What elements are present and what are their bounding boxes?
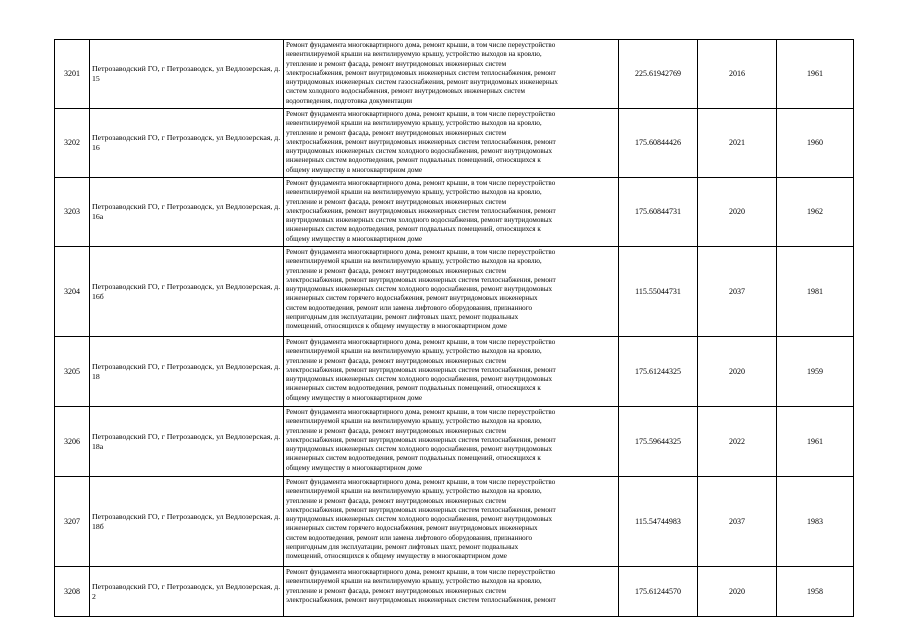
cost-cell: 175.61244570: [619, 567, 698, 617]
planned-year-cell: 2020: [698, 178, 777, 247]
works-cell: [284, 567, 619, 617]
row-number: 3201: [55, 40, 90, 109]
planned-year-cell: 2016: [698, 40, 777, 109]
planned-year-cell: 2020: [698, 567, 777, 617]
row-number: 3205: [55, 337, 90, 407]
table-row: [55, 247, 854, 337]
built-year-cell: 1981: [777, 247, 854, 337]
works-cell: [284, 337, 619, 407]
address-cell: Петрозаводский ГО, г Петрозаводск, ул Ведлозерская, д. 16а: [90, 178, 284, 247]
row-number: 3204: [55, 247, 90, 337]
works-cell: [284, 477, 619, 567]
cost-cell: 175.61244325: [619, 337, 698, 407]
table-row: [55, 477, 854, 567]
row-number: 3203: [55, 178, 90, 247]
works-cell: [284, 247, 619, 337]
works-cell: [284, 407, 619, 477]
cost-cell: 175.59644325: [619, 407, 698, 477]
cost-cell: 175.60844426: [619, 109, 698, 178]
works-cell: [284, 109, 619, 178]
row-number: 3207: [55, 477, 90, 567]
planned-year-cell: 2020: [698, 337, 777, 407]
document-page: [54, 39, 854, 617]
built-year-cell: 1959: [777, 337, 854, 407]
works-text: Ремонт фундамента многоквартирного дома, ремонт крыши, в том числе переустройство невентилируемой крыши на вентилируемую крышу, устройство выходов на кровлю, утепление и ремонт фасада, ремонт внутридомовых инженерных систем электроснабжения, ремонт внутридомовых инженерных систем теплоснабжения, ремонт внутридомовых инженерных систем холодного водоснабжения, ремонт внутридомовых инженерных систем водоотведения, ремонт подвальных помещений, относящихся к общему имуществу в многоквартирном доме: [286, 408, 556, 472]
address-cell: Петрозаводский ГО, г Петрозаводск, ул Ведлозерская, д. 2: [90, 567, 284, 617]
row-number: 3208: [55, 567, 90, 617]
works-text: Ремонт фундамента многоквартирного дома, ремонт крыши, в том числе переустройство невентилируемой крыши на вентилируемую крышу, устройство выходов на кровлю, утепление и ремонт фасада, ремонт внутридомовых инженерных систем электроснабжения, ремонт внутридомовых инженерных систем теплоснабжения, ремонт внутридомовых инженерных систем холодного водоснабжения, ремонт внутридомовых инженерных систем водоотведения, ремонт подвальных помещений, относящихся к общему имуществу в многоквартирном доме: [286, 179, 556, 243]
cost-cell: 115.55044731: [619, 247, 698, 337]
address-cell: Петрозаводский ГО, г Петрозаводск, ул Ведлозерская, д. 16б: [90, 247, 284, 337]
table-body: [55, 40, 854, 617]
built-year-cell: 1962: [777, 178, 854, 247]
cost-cell: 115.54744983: [619, 477, 698, 567]
address-cell: Петрозаводский ГО, г Петрозаводск, ул Ведлозерская, д. 16: [90, 109, 284, 178]
built-year-cell: 1958: [777, 567, 854, 617]
row-number: 3202: [55, 109, 90, 178]
built-year-cell: 1983: [777, 477, 854, 567]
table-row: [55, 407, 854, 477]
planned-year-cell: 2037: [698, 477, 777, 567]
address-cell: Петрозаводский ГО, г Петрозаводск, ул Ведлозерская, д. 18б: [90, 477, 284, 567]
row-number: 3206: [55, 407, 90, 477]
planned-year-cell: 2021: [698, 109, 777, 178]
built-year-cell: 1961: [777, 40, 854, 109]
built-year-cell: 1961: [777, 407, 854, 477]
table-row: [55, 567, 854, 617]
address-cell: Петрозаводский ГО, г Петрозаводск, ул Ведлозерская, д. 18а: [90, 407, 284, 477]
works-text: Ремонт фундамента многоквартирного дома, ремонт крыши, в том числе переустройство невентилируемой крыши на вентилируемую крышу, устройство выходов на кровлю, утепление и ремонт фасада, ремонт внутридомовых инженерных систем электроснабжения, ремонт внутридомовых инженерных систем теплоснабжения, ремонт внутридомовых инженерных систем газоснабжения, ремонт внутридомовых инженерных систем холодного водоснабжения, ремонт внутридомовых инженерных систем водоотведения, подготовка документации: [286, 41, 558, 105]
address-cell: Петрозаводский ГО, г Петрозаводск, ул Ведлозерская, д. 15: [90, 40, 284, 109]
address-cell: Петрозаводский ГО, г Петрозаводск, ул Ведлозерская, д. 18: [90, 337, 284, 407]
works-text: Ремонт фундамента многоквартирного дома, ремонт крыши, в том числе переустройство невентилируемой крыши на вентилируемую крышу, устройство выходов на кровлю, утепление и ремонт фасада, ремонт внутридомовых инженерных систем электроснабжения, ремонт внутридомовых инженерных систем теплоснабжения, ремонт внутридомовых инженерных систем холодного водоснабжения, ремонт внутридомовых инженерных систем водоотведения, ремонт подвальных помещений, относящихся к общему имуществу в многоквартирном доме: [286, 338, 556, 402]
table-row: [55, 40, 854, 109]
works-cell: [284, 178, 619, 247]
repair-program-table: [54, 39, 854, 617]
works-text: Ремонт фундамента многоквартирного дома, ремонт крыши, в том числе переустройство невентилируемой крыши на вентилируемую крышу, устройство выходов на кровлю, утепление и ремонт фасада, ремонт внутридомовых инженерных систем электроснабжения, ремонт внутридомовых инженерных систем теплоснабжения, ремонт внутридомовых инженерных систем холодного водоснабжения, ремонт внутридомовых инженерных систем горячего водоснабжения, ремонт внутридомовых инженерных систем водоотведения, ремонт или замена лифтового оборудования, признанного непригодным для эксплуатации, ремонт лифтовых шахт, ремонт подвальных помещений, относящихся к общему имуществу в многоквартирном доме: [286, 248, 556, 331]
cost-cell: 225.61942769: [619, 40, 698, 109]
table-row: [55, 109, 854, 178]
planned-year-cell: 2037: [698, 247, 777, 337]
built-year-cell: 1960: [777, 109, 854, 178]
works-text: Ремонт фундамента многоквартирного дома, ремонт крыши, в том числе переустройство невентилируемой крыши на вентилируемую крышу, устройство выходов на кровлю, утепление и ремонт фасада, ремонт внутридомовых инженерных систем электроснабжения, ремонт внутридомовых инженерных систем теплоснабжения, ремонт внутридомовых инженерных систем холодного водоснабжения, ремонт внутридомовых инженерных систем водоотведения, ремонт подвальных помещений, относящихся к общему имуществу в многоквартирном доме: [286, 110, 556, 174]
works-cell: [284, 40, 619, 109]
table-row: [55, 178, 854, 247]
works-text: Ремонт фундамента многоквартирного дома, ремонт крыши, в том числе переустройство невентилируемой крыши на вентилируемую крышу, устройство выходов на кровлю, утепление и ремонт фасада, ремонт внутридомовых инженерных систем электроснабжения, ремонт внутридомовых инженерных систем теплоснабжения, ремонт: [286, 568, 556, 604]
works-text: Ремонт фундамента многоквартирного дома, ремонт крыши, в том числе переустройство невентилируемой крыши на вентилируемую крышу, устройство выходов на кровлю, утепление и ремонт фасада, ремонт внутридомовых инженерных систем электроснабжения, ремонт внутридомовых инженерных систем теплоснабжения, ремонт внутридомовых инженерных систем холодного водоснабжения, ремонт внутридомовых инженерных систем горячего водоснабжения, ремонт внутридомовых инженерных систем водоотведения, ремонт или замена лифтового оборудования, признанного непригодным для эксплуатации, ремонт лифтовых шахт, ремонт подвальных помещений, относящихся к общему имуществу в многоквартирном доме: [286, 478, 556, 561]
planned-year-cell: 2022: [698, 407, 777, 477]
table-row: [55, 337, 854, 407]
cost-cell: 175.60844731: [619, 178, 698, 247]
